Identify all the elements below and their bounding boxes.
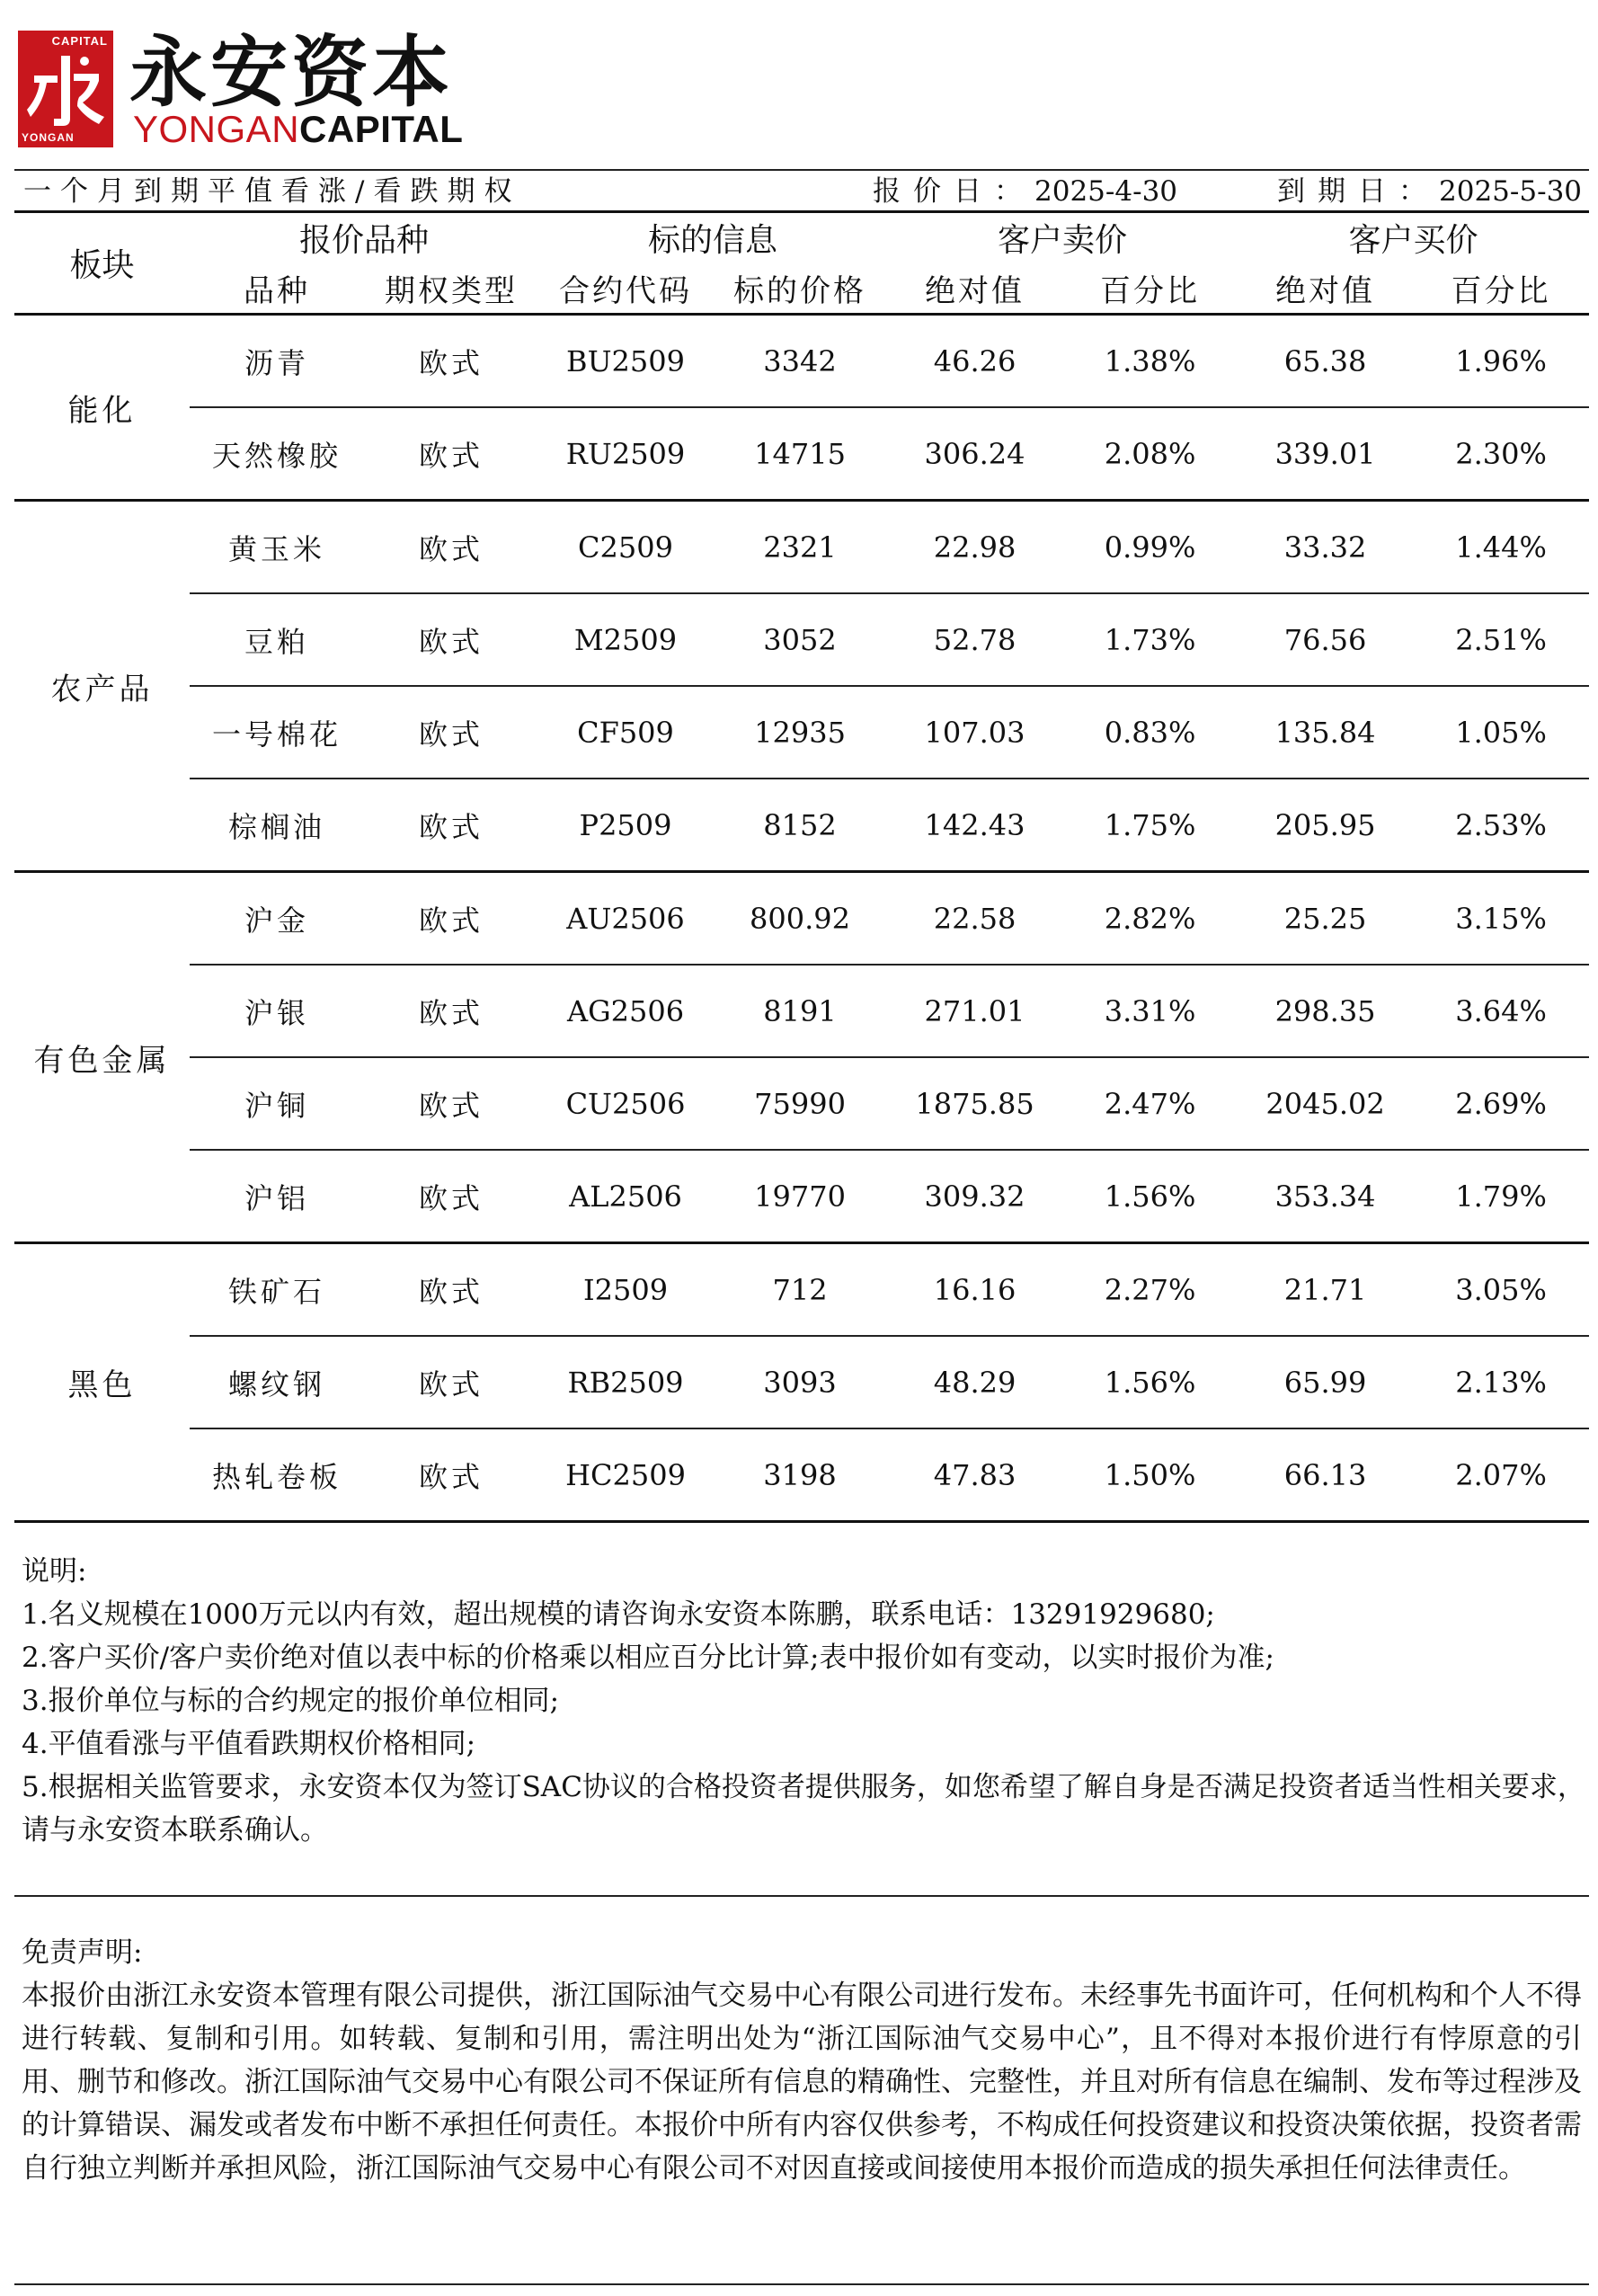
sell-absolute-cell: 46.26 (887, 315, 1062, 408)
variety-cell: 豆粕 (190, 593, 364, 686)
contract-code-cell: HC2509 (538, 1428, 713, 1522)
disclaimer-heading: 免责声明: (22, 1936, 143, 1969)
contract-code-cell: P2509 (538, 779, 713, 872)
header-contract-code: 合约代码 (538, 263, 713, 315)
option-type-cell: 欧式 (364, 965, 538, 1057)
note-item-2: 2.客户买价/客户卖价绝对值以表中标的价格乘以相应百分比计算;表中报价如有变动，以实时报价为准; (22, 1642, 1274, 1674)
option-type-cell: 欧式 (364, 1428, 538, 1522)
sell-absolute-cell: 271.01 (887, 965, 1062, 1057)
note-item-4: 4.平值看涨与平值看跌期权价格相同; (22, 1728, 476, 1760)
quote-title: 一个月到期平值看涨/看跌期权 (23, 175, 521, 208)
option-type-cell: 欧式 (364, 779, 538, 872)
underlying-price-cell: 3198 (713, 1428, 887, 1522)
header-variety: 品种 (190, 263, 364, 315)
header-product: 报价品种 (299, 221, 430, 259)
sell-percent-cell: 3.31% (1062, 965, 1238, 1057)
underlying-price-cell: 14715 (713, 407, 887, 501)
buy-percent-cell: 2.53% (1413, 779, 1589, 872)
header-sell-percent: 百分比 (1062, 263, 1238, 315)
sell-percent-cell: 0.99% (1062, 501, 1238, 594)
sell-percent-cell: 1.56% (1062, 1150, 1238, 1243)
notes-heading: 说明: (22, 1555, 87, 1588)
option-type-cell: 欧式 (364, 407, 538, 501)
table-row (14, 1057, 1589, 1150)
header-sell-absolute: 绝对值 (887, 263, 1062, 315)
sell-percent-cell: 2.08% (1062, 407, 1238, 501)
expiry-date (1277, 173, 1582, 210)
sell-absolute-cell: 309.32 (887, 1150, 1062, 1243)
quote-date-value: 2025-4-30 (1034, 175, 1178, 208)
expiry-date-label: 到期日： (1277, 175, 1439, 208)
buy-absolute-cell: 2045.02 (1238, 1057, 1413, 1150)
sell-percent-cell: 1.75% (1062, 779, 1238, 872)
option-type-cell: 欧式 (364, 1243, 538, 1337)
sell-absolute-cell: 47.83 (887, 1428, 1062, 1522)
buy-absolute-cell: 21.71 (1238, 1243, 1413, 1337)
buy-percent-cell: 1.96% (1413, 315, 1589, 408)
sell-absolute-cell: 142.43 (887, 779, 1062, 872)
sell-absolute-cell: 22.98 (887, 501, 1062, 594)
sell-percent-cell: 0.83% (1062, 686, 1238, 779)
contract-code-cell: C2509 (538, 501, 713, 594)
sell-percent-cell: 2.47% (1062, 1057, 1238, 1150)
buy-percent-cell: 3.64% (1413, 965, 1589, 1057)
note-item-5: 5.根据相关监管要求，永安资本仅为签订SAC协议的合格投资者提供服务，如您希望了解自身是否满足投资者适当性相关要求，请与永安资本联系确认。 (22, 1771, 1585, 1847)
table-header-row-1 (14, 212, 1589, 263)
header-sector: 板块 (14, 212, 190, 315)
buy-absolute-cell: 65.38 (1238, 315, 1413, 408)
option-quote-table (14, 212, 1589, 1523)
logo-mark-bottom-text: YONGAN (22, 131, 75, 144)
underlying-price-cell: 8191 (713, 965, 887, 1057)
buy-absolute-cell: 25.25 (1238, 872, 1413, 966)
sell-percent-cell: 1.73% (1062, 593, 1238, 686)
contract-code-cell: CU2506 (538, 1057, 713, 1150)
buy-percent-cell: 1.05% (1413, 686, 1589, 779)
option-type-cell: 欧式 (364, 872, 538, 966)
contract-code-cell: RU2509 (538, 407, 713, 501)
option-type-cell: 欧式 (364, 1057, 538, 1150)
underlying-price-cell: 3093 (713, 1336, 887, 1428)
brand-name-cn: 永安资本 (129, 28, 453, 118)
header-client-buy: 客户买价 (1348, 221, 1478, 259)
underlying-price-cell: 2321 (713, 501, 887, 594)
table-row (14, 407, 1589, 501)
logo-mark-top-text: CAPITAL (51, 34, 108, 48)
table-row (14, 872, 1589, 966)
variety-cell: 一号棉花 (190, 686, 364, 779)
contract-code-cell: AG2506 (538, 965, 713, 1057)
buy-absolute-cell: 205.95 (1238, 779, 1413, 872)
sell-absolute-cell: 52.78 (887, 593, 1062, 686)
sell-percent-cell: 1.38% (1062, 315, 1238, 408)
company-logo (18, 28, 557, 150)
buy-percent-cell: 2.30% (1413, 407, 1589, 501)
contract-code-cell: M2509 (538, 593, 713, 686)
buy-absolute-cell: 135.84 (1238, 686, 1413, 779)
variety-cell: 铁矿石 (190, 1243, 364, 1337)
note-item-3: 3.报价单位与标的合约规定的报价单位相同; (22, 1685, 560, 1717)
sell-percent-cell: 2.27% (1062, 1243, 1238, 1337)
variety-cell: 黄玉米 (190, 501, 364, 594)
variety-cell: 棕榈油 (190, 779, 364, 872)
underlying-price-cell: 800.92 (713, 872, 887, 966)
variety-cell: 热轧卷板 (190, 1428, 364, 1522)
header-underlying-price: 标的价格 (713, 263, 887, 315)
buy-absolute-cell: 66.13 (1238, 1428, 1413, 1522)
disclaimer-section (22, 1931, 1582, 2190)
header-buy-percent: 百分比 (1413, 263, 1589, 315)
variety-cell: 沪银 (190, 965, 364, 1057)
buy-percent-cell: 1.44% (1413, 501, 1589, 594)
sell-absolute-cell: 1875.85 (887, 1057, 1062, 1150)
option-type-cell: 欧式 (364, 501, 538, 594)
buy-percent-cell: 1.79% (1413, 1150, 1589, 1243)
variety-cell: 沪铜 (190, 1057, 364, 1150)
variety-cell: 天然橡胶 (190, 407, 364, 501)
contract-code-cell: I2509 (538, 1243, 713, 1337)
option-type-cell: 欧式 (364, 1336, 538, 1428)
quote-info-bar (14, 173, 1589, 210)
sell-absolute-cell: 48.29 (887, 1336, 1062, 1428)
underlying-price-cell: 3342 (713, 315, 887, 408)
notes-divider (14, 1895, 1589, 1897)
brand-name-en (133, 110, 463, 149)
notes-section (22, 1550, 1585, 1852)
buy-absolute-cell: 76.56 (1238, 593, 1413, 686)
sell-percent-cell: 1.56% (1062, 1336, 1238, 1428)
header-underlying: 标的信息 (648, 221, 778, 259)
option-type-cell: 欧式 (364, 315, 538, 408)
table-body (14, 315, 1589, 1522)
underlying-price-cell: 3052 (713, 593, 887, 686)
buy-percent-cell: 3.15% (1413, 872, 1589, 966)
buy-percent-cell: 2.69% (1413, 1057, 1589, 1150)
variety-cell: 沥青 (190, 315, 364, 408)
contract-code-cell: BU2509 (538, 315, 713, 408)
logo-glyph-icon (27, 52, 104, 129)
buy-absolute-cell: 33.32 (1238, 501, 1413, 594)
underlying-price-cell: 8152 (713, 779, 887, 872)
sector-cell: 农产品 (14, 501, 190, 872)
buy-percent-cell: 2.51% (1413, 593, 1589, 686)
buy-percent-cell: 3.05% (1413, 1243, 1589, 1337)
buy-percent-cell: 2.07% (1413, 1428, 1589, 1522)
variety-cell: 沪金 (190, 872, 364, 966)
header-buy-absolute: 绝对值 (1238, 263, 1413, 315)
underlying-price-cell: 12935 (713, 686, 887, 779)
sell-percent-cell: 1.50% (1062, 1428, 1238, 1522)
buy-percent-cell: 2.13% (1413, 1336, 1589, 1428)
sell-absolute-cell: 22.58 (887, 872, 1062, 966)
table-row (14, 965, 1589, 1057)
underlying-price-cell: 75990 (713, 1057, 887, 1150)
table-row (14, 686, 1589, 779)
sector-cell: 有色金属 (14, 872, 190, 1243)
table-row (14, 1428, 1589, 1522)
table-row (14, 315, 1589, 408)
sell-absolute-cell: 306.24 (887, 407, 1062, 501)
contract-code-cell: CF509 (538, 686, 713, 779)
note-item-1: 1.名义规模在1000万元以内有效，超出规模的请咨询永安资本陈鹏，联系电话：13291929680; (22, 1598, 1215, 1631)
sector-cell: 黑色 (14, 1243, 190, 1522)
option-type-cell: 欧式 (364, 1150, 538, 1243)
table-row (14, 1150, 1589, 1243)
header-option-type: 期权类型 (364, 263, 538, 315)
variety-cell: 螺纹钢 (190, 1336, 364, 1428)
table-row (14, 593, 1589, 686)
buy-absolute-cell: 65.99 (1238, 1336, 1413, 1428)
buy-absolute-cell: 353.34 (1238, 1150, 1413, 1243)
buy-absolute-cell: 339.01 (1238, 407, 1413, 501)
logo-mark (18, 31, 113, 147)
table-row (14, 1243, 1589, 1337)
disclaimer-text: 本报价由浙江永安资本管理有限公司提供，浙江国际油气交易中心有限公司进行发布。未经事先书面许可，任何机构和个人不得进行转载、复制和引用。如转载、复制和引用，需注明出处为“浙江国际油气交易中心”，且不得对本报价进行有悖原意的引用、删节和修改。浙江国际油气交易中心有限公司不保证所有信息的精确性、完整性，并且对所有信息在编制、发布等过程涉及的计算错误、漏发或者发布中断不承担任何责任。本报价中所有内容仅供参考，不构成任何投资建议和投资决策依据，投资者需自行独立判断并承担风险，浙江国际油气交易中心有限公司不对因直接或间接使用本报价而造成的损失承担任何法律责任。 (22, 1980, 1582, 2185)
contract-code-cell: RB2509 (538, 1336, 713, 1428)
expiry-date-value: 2025-5-30 (1439, 175, 1583, 208)
contract-code-cell: AL2506 (538, 1150, 713, 1243)
sell-absolute-cell: 107.03 (887, 686, 1062, 779)
header-client-sell: 客户卖价 (998, 221, 1128, 259)
sell-absolute-cell: 16.16 (887, 1243, 1062, 1337)
sell-percent-cell: 2.82% (1062, 872, 1238, 966)
table-row (14, 779, 1589, 872)
underlying-price-cell: 712 (713, 1243, 887, 1337)
brand-name-en-part2: CAPITAL (299, 108, 464, 150)
quote-date (873, 173, 1177, 210)
table-header-row-2 (14, 263, 1589, 315)
variety-cell: 沪铝 (190, 1150, 364, 1243)
table-row (14, 501, 1589, 594)
table-row (14, 1336, 1589, 1428)
quote-date-label: 报价日： (873, 175, 1034, 208)
contract-code-cell: AU2506 (538, 872, 713, 966)
option-type-cell: 欧式 (364, 593, 538, 686)
brand-name-en-part1: YONGAN (133, 108, 300, 150)
option-type-cell: 欧式 (364, 686, 538, 779)
buy-absolute-cell: 298.35 (1238, 965, 1413, 1057)
underlying-price-cell: 19770 (713, 1150, 887, 1243)
footer-divider (14, 2283, 1589, 2285)
header-divider-top (14, 169, 1589, 171)
sector-cell: 能化 (14, 315, 190, 501)
